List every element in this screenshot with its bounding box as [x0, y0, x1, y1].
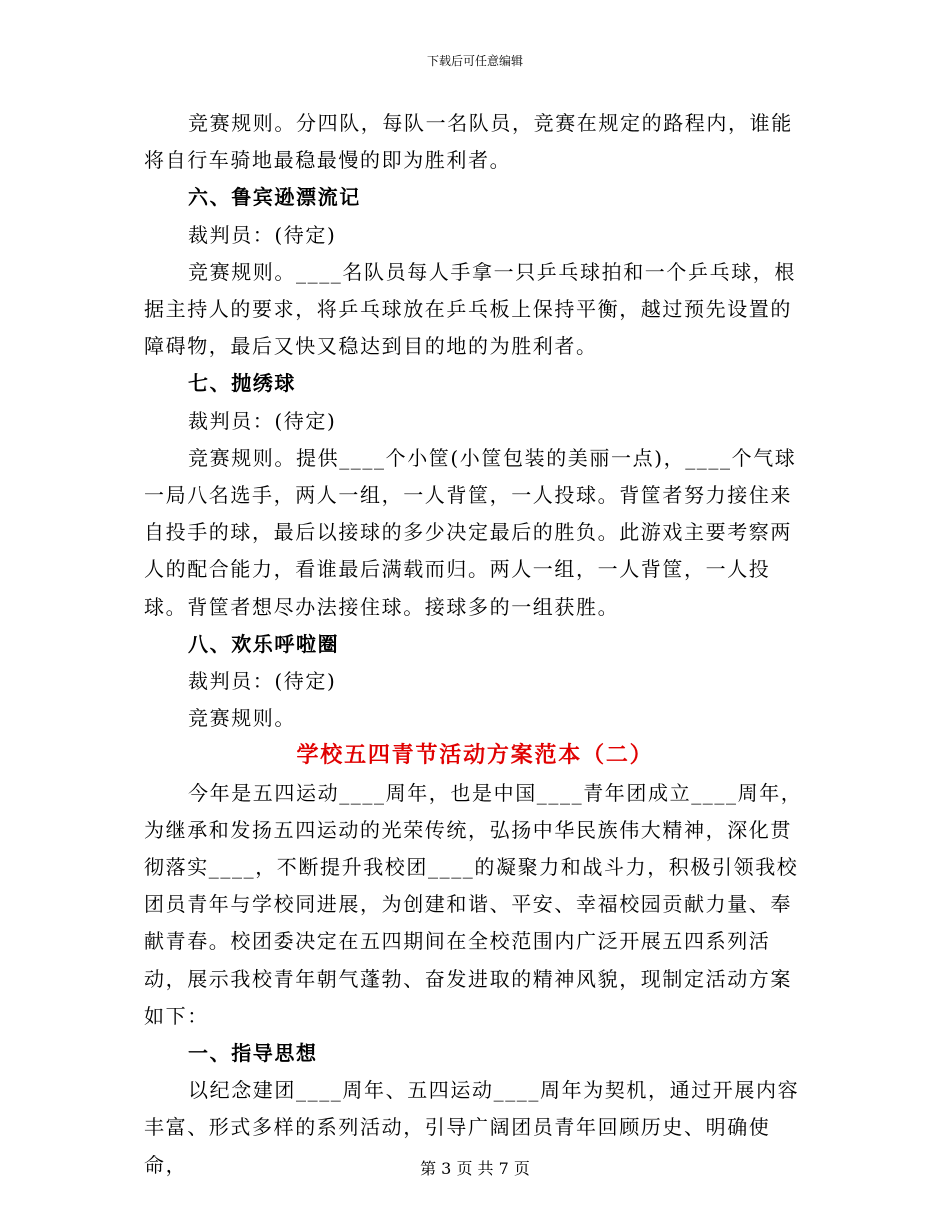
section-title-plan-2: 学校五四青节活动方案范本（二）: [296, 742, 654, 769]
heading-section-6: 六、鲁宾逊漂流记: [188, 185, 361, 210]
page-footer: 第 3 页 共 7 页: [420, 1159, 530, 1178]
rule-section-6: 竞赛规则。____名队员每人手拿一只乒乓球拍和一个乒乓球，根据主持人的要求，将乒乓球放在乒乓板上保持平衡，越过预先设置的障碍物，最后又快又稳达到目的地的为胜利者。: [144, 259, 796, 359]
intro-paragraph: 今年是五四运动____周年，也是中国____青年团成立____周年，为继承和发扬五四运动的光荣传统，弘扬中华民族伟大精神，深化贯彻落实____，不断提升我校团____的凝聚力和战斗力，积极引领我校团员青年与学校同进展，为创建和谐、平安、幸福校园贡献力量、奉献青春。校团委决定在五四期间在全校范围内广泛开展五四系列活动，展示我校青年朝气蓬勃、奋发进取的精神风貌，现制定活动方案如下：: [144, 780, 803, 1028]
referee-section-8: 裁判员：(待定): [188, 669, 337, 694]
heading-section-7: 七、抛绣球: [188, 371, 296, 396]
referee-section-7: 裁判员：(待定): [188, 408, 337, 433]
document-body: [144, 105, 806, 1184]
guiding-thought-paragraph: 以纪念建团____周年、五四运动____周年为契机，通过开展内容丰富、形式多样的系列活动，引导广阔团员青年回顾历史、明确使命，: [144, 1078, 800, 1177]
rule-cycling-race: 竞赛规则。分四队，每队一名队员，竞赛在规定的路程内，谁能将自行车骑地最稳最慢的即为胜利者。: [144, 111, 793, 173]
referee-section-6: 裁判员：(待定): [188, 222, 337, 247]
heading-section-8: 八、欢乐呼啦圈: [188, 631, 340, 656]
rule-section-7: 竞赛规则。提供____个小筐(小筐包装的美丽一点)，____个气球一局八名选手，两人一组，一人背筐，一人投球。背筐者努力接住来自投手的球，最后以接球的多少决定最后的胜负。此游戏主要考察两人的配合能力，看谁最后满载而归。两人一组，一人背筐，一人投球。背筐者想尽办法接住球。接球多的一组获胜。: [144, 445, 797, 619]
page-header: 下载后可任意编辑: [426, 54, 523, 68]
heading-guiding-thought: 一、指导思想: [188, 1041, 318, 1066]
rule-section-8: 竞赛规则。: [188, 706, 296, 731]
